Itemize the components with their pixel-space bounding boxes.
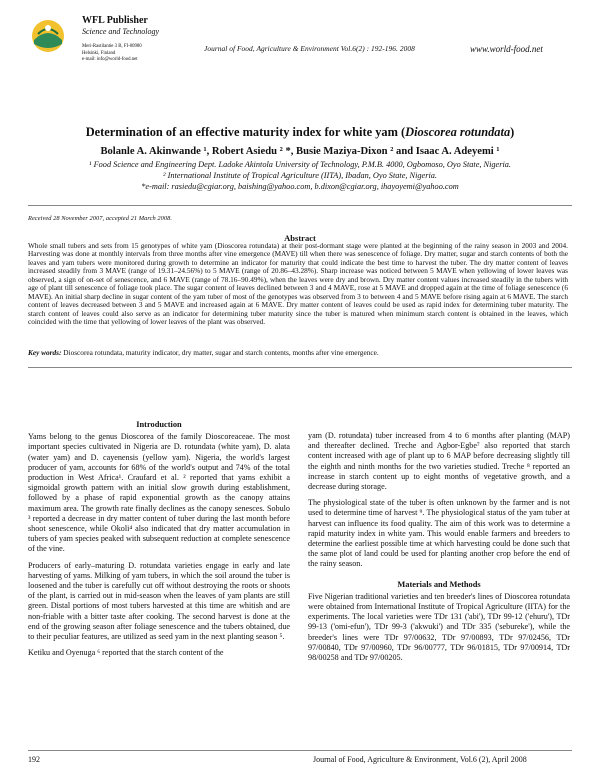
divider xyxy=(28,367,572,368)
publisher-address xyxy=(82,44,142,64)
footer-journal: Journal of Food, Agriculture & Environment, Vol.6 (2), April 2008 xyxy=(313,755,527,764)
intro-paragraph: yam (D. rotundata) tuber increased from 4 to 6 months after planting (MAP) and thereafter declined. Treche and Agbor-Egbe⁷ also reported that starch content increased with age of plant up to 6 MAP before decreasing slightly till the eighth and ninth months for the two varieties studied. Treche ⁸ reported an increase in starch content up to eight months of vegetative growth, and a decrease during storage. xyxy=(308,431,570,492)
methods-heading: Materials and Methods xyxy=(397,579,481,589)
abstract-text: Whole small tubers and sets from 15 genotypes of white yam (Dioscorea rotundata) at their post-dormant stage were planted at the beginning of the rainy season in 2003 and 2004. Harvesting was done at monthly intervals from three months after vine emergence (MAVE) till when there was senescence of foliage. Dry matter, sugar and starch contents of both the leaves and yam tubers were monitored during growth to determine an indicator for maturity that could indicate the best time to harvest the tuber. The dry matter content of leaves increased steadily from 3 MAVE (range of 19.31–24.56%) to 5 MAVE (range of 20.86–43.28%). Sharp increase was noticed between 5 MAVE when yellowing of lower leaves was observed, a sign of on-set of senescence, and 6 MAVE (range of 78.16–90.49%), when the leaves were dry and brown. Dry matter content values increased steadily in the tubers with age of plant till senescence of foliage took place. The sugar content of leaves declined between 3 and 4 MAVE, rose at 5 MAVE and dropped again at the time of foliage senescence (6 MAVE). An initial sharp decline in sugar content of the yam tuber of most of the genotypes was observed from 3 to between 4 and 5 MAVE before rising again at 6 MAVE. The starch content of leaves decreased between 3 and 5 MAVE and increased again at 6 MAVE. Dry matter content of leaves could be used as rapid index for determining tuber maturity. The starch content of leaves could also serve as an indicator for determining tuber maturity since the tuber is matured when minimum starch content is obtained in the leaves, which coincided with the time that yellowing of lower leaves of the plant was observed. xyxy=(28,241,568,327)
publisher-name: WFL Publisher Science and Technology xyxy=(82,15,160,36)
affiliation-1: ¹ Food Science and Engineering Dept. Ladoke Akintola University of Technology, P.M.B. 4000, Ogbomoso, Oyo State, Nigeria. xyxy=(89,160,511,169)
keywords-label: Key words: xyxy=(28,348,62,357)
divider xyxy=(28,205,572,206)
author-list: Bolanle A. Akinwande ¹, Robert Asiedu ² *, Busie Maziya-Dixon ² and Isaac A. Adeyemi ¹ xyxy=(100,146,500,157)
address-line: Helsinki, Finland xyxy=(82,50,116,56)
address-line: Meri-Rastilantie 3 B, FI-00980 xyxy=(82,44,142,49)
intro-paragraph: Producers of early–maturing D. rotundata varieties engage in early and late harvesting of yams. Milking of yam tubers, in which the soil around the tuber is loosened and the tuber is carefully cut off without destroying the roots or shoots of the plant, is carried out in mid-season when the leaves of yam plants are still green. Distal portions of most tubers harvested at this time are whitish and are non-friable with a bitter taste after cooking. The second harvest is done at the end of the growing season after foliage senescence and the tubers obtained, due to their peculiar features, are utilized as seed yam in the next planting season ⁵. xyxy=(28,560,290,642)
methods-paragraph: Five Nigerian traditional varieties and ten breeder's lines of Dioscorea rotundata were obtained from International Institute of Tropical Agriculture (IITA) for the experiments. The local varieties were TDr 131 ('abi'), TDr 99-12 ('ehuru'), TDr 99-13 ('omi-efun'), TDr 99-3 ('akwuki') and TDr 335 ('sebureke'), while the breeder's lines were TDr 97/00632, TDr 97/00893, TDr 97/02456, TDr 97/00840, TDr 97/00960, TDr 96/00777, TDr 96/01815, TDr 97/00914, TDr 98/00258 and TDr 97/00205. xyxy=(308,591,570,663)
keywords-list: Dioscorea rotundata, maturity indicator, dry matter, sugar and starch contents, months after vine emergence. xyxy=(61,348,379,357)
abstract-heading: Abstract xyxy=(284,233,316,243)
intro-paragraph: The physiological state of the tuber is often unknown by the farmer and is not used to determine time of harvest ⁹. The physiological status of the yam tuber at harvest can influence its food quality. The aim of this work was to determine a rapid maturity index in white yam. This would enable farmers and breeders to determine the earliest possible time at which harvesting could be done such that the same plot of land could be used for planting another crop before the end of the rainy season. xyxy=(308,498,570,569)
page-number: 192 xyxy=(28,755,40,764)
keywords xyxy=(28,348,568,357)
address-line: e-mail: info@world-food.net xyxy=(82,57,138,62)
received-accepted-dates: Received 28 November 2007, accepted 21 March 2008. xyxy=(28,215,173,222)
affiliation-2: ² International Institute of Tropical Agriculture (IITA), Ibadan, Oyo State, Nigeria. xyxy=(163,171,437,180)
footer-divider xyxy=(28,750,572,751)
publisher-logo xyxy=(30,16,66,54)
introduction-heading: Introduction xyxy=(136,420,182,429)
intro-paragraph: Yams belong to the genus Dioscorea of the family Dioscoreaceae. The most important species cultivated in Nigeria are D. rotundata (white yam), D. alata (water yam) and D. cayenensis (yellow yam). Nigeria, the world's largest producer of yam, accounts for 68% of the world's output and 74% of the total production in West Africa¹. Craufard et al. ² reported that yams exhibit a sigmoidal growth pattern with an initial slow growth during establishment, followed by a phase of rapid exponential growth as the canopy attains maximum area. The growth rate finally declines as the canopy senesces. Sobulo ³ reported a decrease in dry matter content of tuber during the last month before shoot senescence, while Okoli⁴ also indicated that dry matter accumulation in tubers of yam species peaked with subsequent reduction at complete senescence of the vine. xyxy=(28,432,290,554)
corresponding-emails: *e-mail: rasiedu@cgiar.org, baishing@yahoo.com, b.dixon@cgiar.org, ihayoyemi@yahoo.com xyxy=(141,182,459,191)
website-link[interactable]: www.world-food.net xyxy=(470,44,543,54)
left-column xyxy=(28,420,290,658)
right-column xyxy=(308,431,570,663)
journal-header: Journal of Food, Agriculture & Environment Vol.6(2) : 192-196. 2008 xyxy=(204,44,415,53)
article-title: Determination of an effective maturity index for white yam (Dioscorea rotundata) xyxy=(85,125,515,139)
intro-paragraph: Ketiku and Oyenuga ⁶ reported that the starch content of the xyxy=(28,648,224,658)
publisher-tagline: Science and Technology xyxy=(82,27,160,36)
